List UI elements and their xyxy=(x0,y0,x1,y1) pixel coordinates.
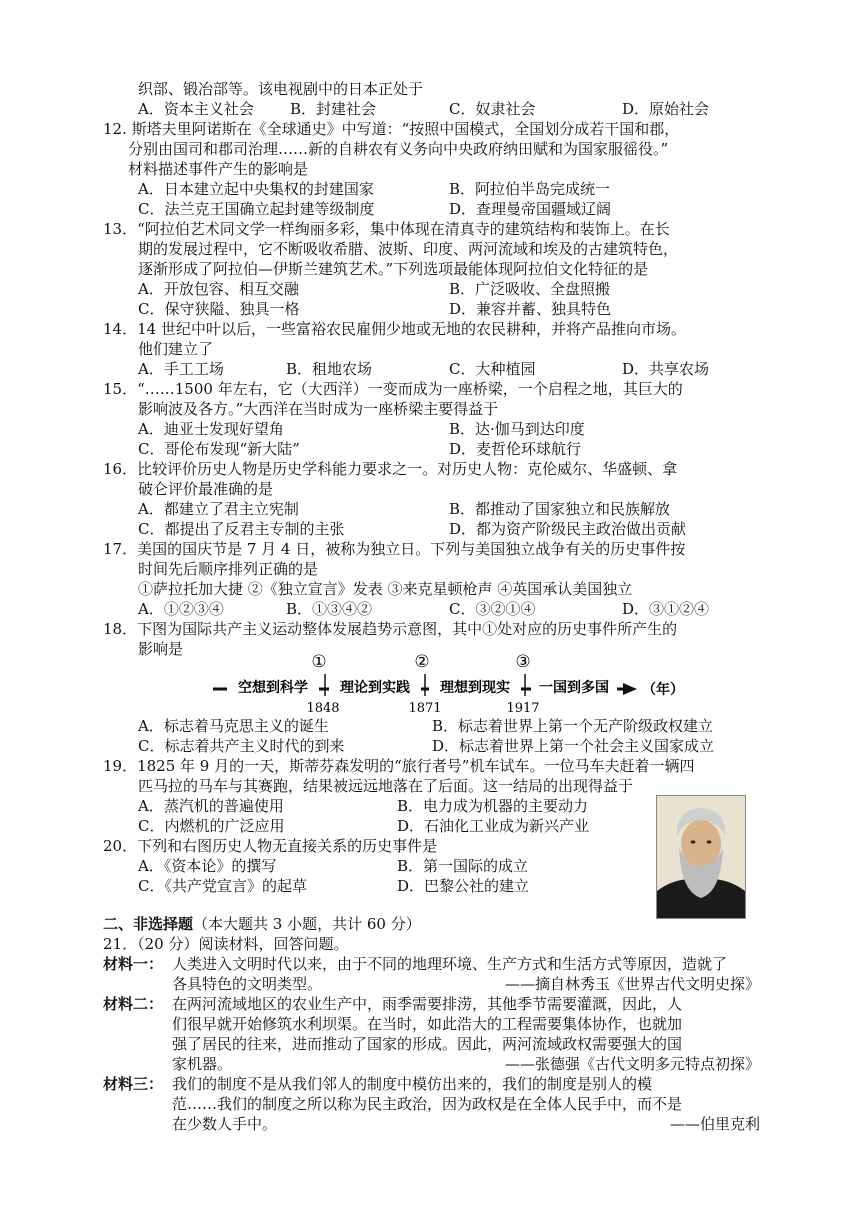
q18-option-d: D．标志着世界上第一个社会主义国家成立 xyxy=(432,737,715,755)
q16-stem-line1: 16．比较评价历史人物是历史学科能力要求之一。对历史人物：克伦威尔、华盛顿、拿 xyxy=(103,460,678,478)
timeline-year-1848: 1848 xyxy=(306,701,340,714)
q14-stem-line2: 他们建立了 xyxy=(138,340,214,358)
q19-option-a: A．蒸汽机的普遍使用 xyxy=(138,797,284,815)
timeline-segment-1: 空想到科学 xyxy=(238,680,308,696)
q20-stem: 20．下列和右图历史人物无直接关系的历史事件是 xyxy=(103,837,438,855)
q18-stem-line1: 18．下图为国际共产主义运动整体发展趋势示意图，其中①处对应的历史事件所产生的 xyxy=(103,620,678,638)
q15-option-b: B．达·伽马到达印度 xyxy=(449,420,585,438)
material1-source: ——摘自林秀玉《世界古代文明史探》 xyxy=(504,975,760,993)
q13-option-a: A．开放包容、相互交融 xyxy=(138,280,299,298)
timeline-marker-3: ③ xyxy=(515,652,531,672)
q16-stem-line2: 破仑评价最准确的是 xyxy=(138,480,274,498)
q12-option-b: B．阿拉伯半岛完成统一 xyxy=(449,180,611,198)
q11-option-b: B．封建社会 xyxy=(290,100,377,118)
q17-event-list: ①萨拉托加大捷 ②《独立宣言》发表 ③来克星顿枪声 ④英国承认美国独立 xyxy=(138,580,633,598)
material2-line3: 强了居民的往来，进而推动了国家的形成。因此，两河流域政权需要强大的国 xyxy=(172,1035,683,1053)
q16-option-a: A．都建立了君主立宪制 xyxy=(138,500,299,518)
q15-stem-line2: 影响波及各方。”大西洋在当时成为一座桥梁主要得益于 xyxy=(138,400,499,418)
q14-stem-line1: 14．14 世纪中叶以后，一些富裕农民雇佣少地或无地的农民耕种，并将产品推向市场。 xyxy=(103,320,686,338)
portrait-image xyxy=(657,796,745,918)
q17-stem-line1: 17．美国的国庆节是 7 月 4 日，被称为独立日。下列与美国独立战争有关的历史事件按 xyxy=(103,540,686,558)
q21-intro: 21．（20 分）阅读材料，回答问题。 xyxy=(103,935,349,953)
q19-stem-line2: 匹马拉的马车与其赛跑，结果被远远地落在了后面。这一结局的出现得益于 xyxy=(138,777,634,795)
q16-option-d: D．都为资产阶级民主政治做出贡献 xyxy=(449,520,687,538)
q12-stem-line1: 12. 斯塔夫里阿诺斯在《全球通史》中写道：“按照中国模式，全国划分成若干国和郡， xyxy=(103,120,680,138)
q17-option-d: D．③①②④ xyxy=(622,600,710,618)
timeline-segment-2: 理论到实践 xyxy=(340,680,410,696)
q13-stem-line2: 期的发展过程中，它不断吸收希腊、波斯、印度、两河流域和埃及的古建筑特色， xyxy=(138,240,679,258)
q12-stem-line2: 分别由国司和郡司治理……新的自耕农有义务向中央政府纳田赋和为国家服徭役。” xyxy=(128,140,669,158)
material2-line1: 在两河流域地区的农业生产中，雨季需要排涝，其他季节需要灌溉，因此，人 xyxy=(172,995,683,1013)
timeline-year-1871: 1871 xyxy=(408,701,442,714)
material3-label: 材料三： xyxy=(103,1075,164,1093)
q20-option-b: B．第一国际的成立 xyxy=(397,857,529,875)
q18-option-c: C．标志着共产主义时代的到来 xyxy=(138,737,345,755)
timeline-segment-3: 理想到现实 xyxy=(440,680,510,696)
q11-continuation: 织部、锻冶部等。该电视剧中的日本正处于 xyxy=(138,80,424,98)
q17-option-b: B．①③④② xyxy=(286,600,373,618)
section-title: 二、非选择题 xyxy=(103,915,194,933)
q13-option-d: D．兼容并蓄、独具特色 xyxy=(449,300,612,318)
material3-line2: 范……我们的制度之所以称为民主政治，因为政权是在全体人民手中，而不是 xyxy=(172,1095,683,1113)
q15-option-a: A．迪亚士发现好望角 xyxy=(138,420,284,438)
material2-line2: 们很早就开始修筑水利坝渠。在当时，如此浩大的工程需要集体协作，也就加 xyxy=(172,1015,683,1033)
q14-option-c: C．大种植园 xyxy=(449,360,536,378)
timeline-arrowhead xyxy=(623,683,637,695)
q15-option-c: C．哥伦布发现“新大陆” xyxy=(138,440,300,458)
historical-figure-portrait xyxy=(656,795,746,919)
material3-source: ——伯里克利 xyxy=(669,1115,760,1133)
q17-stem-line2: 时间先后顺序排列正确的是 xyxy=(138,560,319,578)
q11-option-c: C．奴隶社会 xyxy=(449,100,536,118)
q16-option-c: C．都提出了反君主专制的主张 xyxy=(138,520,345,538)
q18-option-b: B．标志着世界上第一个无产阶级政权建立 xyxy=(432,717,714,735)
material1-line1: 人类进入文明时代以来，由于不同的地理环境、生产方式和生活方式等原因，造就了 xyxy=(172,955,728,973)
timeline-marker-2: ② xyxy=(414,652,430,672)
q20-option-c: C．《共产党宣言》的起草 xyxy=(138,877,307,895)
section-note: （本大题共 3 小题，共计 60 分） xyxy=(193,915,421,933)
communism-timeline-diagram xyxy=(205,652,685,714)
q12-option-a: A．日本建立起中央集权的封建国家 xyxy=(138,180,374,198)
q17-option-c: C．③②①④ xyxy=(449,600,536,618)
q16-option-b: B．都推动了国家独立和民族解放 xyxy=(449,500,671,518)
timeline-marker-1: ① xyxy=(311,652,327,672)
q18-option-a: A．标志着马克思主义的诞生 xyxy=(138,717,329,735)
q15-option-d: D．麦哲伦环球航行 xyxy=(449,440,582,458)
timeline-segment-4: 一国到多国 xyxy=(539,680,609,696)
q12-option-d: D．查理曼帝国疆域辽阔 xyxy=(449,200,612,218)
material3-line3: 在少数人手中。 xyxy=(172,1115,278,1133)
q12-stem-line3: 材料描述事件产生的影响是 xyxy=(128,160,309,178)
q13-option-c: C．保守狭隘、独具一格 xyxy=(138,300,300,318)
material1-line2: 各具特色的文明类型。 xyxy=(172,975,323,993)
q13-stem-line3: 逐渐形成了阿拉伯—伊斯兰建筑艺术。”下列选项最能体现阿拉伯文化特征的是 xyxy=(138,260,649,278)
material2-label: 材料二： xyxy=(103,995,164,1013)
q14-option-a: A．手工工场 xyxy=(138,360,224,378)
q11-option-a: A．资本主义社会 xyxy=(138,100,254,118)
timeline-year-1917: 1917 xyxy=(506,701,540,714)
q19-option-d: D．石油化工业成为新兴产业 xyxy=(397,817,590,835)
material3-line1: 我们的制度不是从我们邻人的制度中模仿出来的，我们的制度是别人的模 xyxy=(172,1075,653,1093)
q11-option-d: D．原始社会 xyxy=(622,100,710,118)
q19-option-c: C．内燃机的广泛应用 xyxy=(138,817,285,835)
timeline-unit: （年） xyxy=(642,682,684,698)
q18-stem-line2: 影响是 xyxy=(138,640,184,658)
q13-stem-line1: 13．“阿拉伯艺术同文学一样绚丽多彩，集中体现在清真寺的建筑结构和装饰上。在长 xyxy=(103,220,670,238)
material2-source: ——张德强《古代文明多元特点初探》 xyxy=(504,1055,760,1073)
q19-stem-line1: 19．1825 年 9 月的一天，斯蒂芬森发明的“旅行者号”机车试车。一位马车夫赶着一辆四 xyxy=(103,757,695,775)
q14-option-b: B．租地农场 xyxy=(286,360,373,378)
q14-option-d: D．共享农场 xyxy=(622,360,710,378)
q13-option-b: B．广泛吸收、全盘照搬 xyxy=(449,280,611,298)
q19-option-b: B．电力成为机器的主要动力 xyxy=(397,797,589,815)
q15-stem-line1: 15．“……1500 年左右，它（大西洋）一变而成为一座桥梁，一个启程之地，其巨大的 xyxy=(103,380,683,398)
q12-option-c: C．法兰克王国确立起封建等级制度 xyxy=(138,200,375,218)
section-heading xyxy=(103,914,421,934)
q20-option-a: A．《资本论》的撰写 xyxy=(138,857,277,875)
q20-option-d: D．巴黎公社的建立 xyxy=(397,877,530,895)
material1-label: 材料一： xyxy=(103,955,164,973)
q17-option-a: A．①②③④ xyxy=(138,600,224,618)
material2-line4: 家机器。 xyxy=(172,1055,233,1073)
